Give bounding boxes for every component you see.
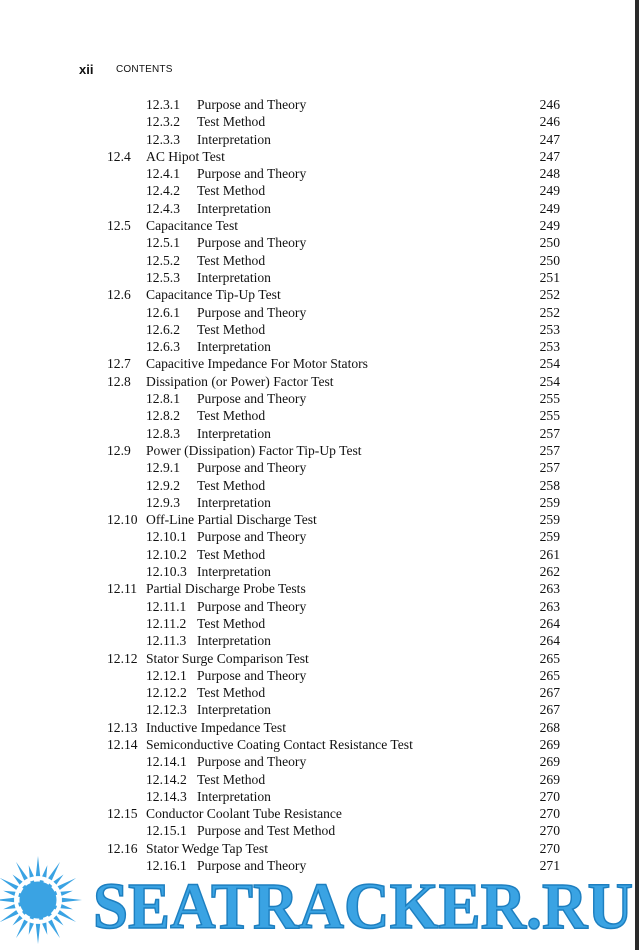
- toc-entry-title: Purpose and Theory: [197, 460, 307, 476]
- toc-entry-page: 249: [539, 218, 560, 234]
- toc-subsection-entry: [0, 753, 639, 770]
- toc-entry-title: Capacitance Test: [146, 218, 239, 234]
- toc-entry-title: Interpretation: [197, 788, 271, 804]
- sun-ray: [62, 898, 82, 902]
- toc-entry-number: 12.9: [107, 442, 131, 458]
- toc-subsection-entry: [0, 165, 639, 182]
- toc-entry-title: Purpose and Theory: [197, 667, 307, 683]
- sun-ray: [48, 920, 60, 939]
- toc-section-entry: [0, 286, 639, 303]
- toc-entry-page: 259: [539, 494, 560, 510]
- toc-entry-number: 12.12: [107, 650, 138, 666]
- toc-entry-number: 12.5.1: [146, 235, 180, 251]
- toc-entry-page: 265: [539, 650, 560, 666]
- toc-subsection-entry: [0, 252, 639, 269]
- toc-entry-title: Dissipation (or Power) Factor Test: [146, 373, 334, 389]
- toc-subsection-entry: [0, 477, 639, 494]
- sun-ray: [36, 924, 40, 944]
- toc-subsection-entry: [0, 563, 639, 580]
- toc-subsection-entry: [0, 269, 639, 286]
- sun-ray: [16, 920, 28, 939]
- toc-entry-number: 12.10.3: [146, 564, 187, 580]
- sun-ray: [61, 904, 73, 909]
- toc-entry-number: 12.6: [107, 287, 131, 303]
- toc-entry-page: 246: [539, 114, 560, 130]
- toc-entry-title: AC Hipot Test: [146, 148, 225, 164]
- toc-entry-page: 255: [539, 391, 560, 407]
- toc-entry-number: 12.10.1: [146, 529, 187, 545]
- toc-entry-page: 269: [539, 736, 560, 752]
- sun-ray: [36, 856, 40, 876]
- toc-entry-title: Test Method: [197, 477, 266, 493]
- toc-entry-page: 251: [539, 269, 560, 285]
- toc-entry-number: 12.16.1: [146, 858, 187, 874]
- toc-entry-number: 12.9.3: [146, 494, 180, 510]
- toc-entry-number: 12.4: [107, 148, 131, 164]
- toc-entry-number: 12.3.1: [146, 97, 180, 112]
- toc-entry-title: Purpose and Theory: [197, 166, 307, 182]
- toc-entry-page: 257: [539, 460, 560, 476]
- sun-ray: [29, 923, 34, 935]
- toc-entry-number: 12.3.3: [146, 131, 180, 147]
- toc-entry-title: Purpose and Theory: [197, 858, 307, 874]
- toc-entry-title: Purpose and Theory: [197, 391, 307, 407]
- toc-subsection-entry: [0, 131, 639, 148]
- toc-entry-page: 265: [539, 667, 560, 683]
- toc-entry-title: Purpose and Theory: [197, 97, 307, 112]
- toc-entry-page: 252: [539, 287, 560, 303]
- sun-ray: [58, 910, 77, 922]
- toc-entry-title: Purpose and Theory: [197, 529, 307, 545]
- sun-ray: [53, 915, 63, 925]
- toc-entry-number: 12.14: [107, 736, 138, 752]
- toc-entry-number: 12.3.2: [146, 114, 180, 130]
- toc-entry-number: 12.11.3: [146, 633, 187, 649]
- toc-entry-title: Interpretation: [197, 339, 271, 355]
- toc-entry-title: Test Method: [197, 183, 266, 199]
- toc-entry-page: 262: [539, 564, 560, 580]
- toc-entry-page: 259: [539, 529, 560, 545]
- toc-entry-page: 248: [539, 166, 560, 182]
- toc-subsection-entry: [0, 615, 639, 632]
- toc-entry-title: Capacitance Tip-Up Test: [146, 287, 281, 303]
- toc-entry-title: Purpose and Theory: [197, 304, 307, 320]
- toc-entry-page: 267: [539, 702, 560, 718]
- toc-entry-number: 12.8.3: [146, 425, 180, 441]
- toc-entry-page: 270: [539, 788, 560, 804]
- toc-subsection-entry: [0, 425, 639, 442]
- toc-entry-title: Capacitive Impedance For Motor Stators: [146, 356, 368, 372]
- toc-entry-page: 250: [539, 235, 560, 251]
- toc-entry-page: 270: [539, 823, 560, 839]
- toc-subsection-entry: [0, 234, 639, 251]
- toc-entry-page: 255: [539, 408, 560, 424]
- sun-ray: [13, 875, 23, 885]
- toc-entry-number: 12.4.1: [146, 166, 180, 182]
- toc-entry-title: Test Method: [197, 546, 266, 562]
- toc-entry-title: Test Method: [197, 252, 266, 268]
- toc-entry-title: Interpretation: [197, 425, 271, 441]
- toc-entry-number: 12.16: [107, 840, 138, 856]
- toc-entry-title: Test Method: [197, 615, 266, 631]
- toc-entry-page: 247: [539, 148, 560, 164]
- toc-entry-title: Power (Dissipation) Factor Tip-Up Test: [146, 442, 362, 458]
- running-head: CONTENTS: [116, 64, 173, 75]
- sun-ray: [48, 862, 60, 881]
- toc-entry-number: 12.5.2: [146, 252, 180, 268]
- sun-ray: [0, 898, 14, 902]
- toc-entry-page: 268: [539, 719, 560, 735]
- sun-ray: [0, 910, 18, 922]
- toc-entry-page: 253: [539, 321, 560, 337]
- toc-entry-page: 264: [539, 633, 560, 649]
- toc-subsection-entry: [0, 632, 639, 649]
- toc-entry-number: 12.5.3: [146, 269, 180, 285]
- toc-entry-title: Test Method: [197, 685, 266, 701]
- toc-entry-number: 12.13: [107, 719, 138, 735]
- toc-entry-title: Interpretation: [197, 200, 271, 216]
- toc-entry-number: 12.6.3: [146, 339, 180, 355]
- toc-entry-title: Semiconductive Coating Contact Resistance Test: [146, 736, 413, 752]
- toc-entry-page: 247: [539, 131, 560, 147]
- table-of-contents: [0, 96, 639, 874]
- toc-entry-title: Stator Surge Comparison Test: [146, 650, 309, 666]
- toc-section-entry: [0, 650, 639, 667]
- toc-subsection-entry: [0, 321, 639, 338]
- toc-entry-title: Stator Wedge Tap Test: [146, 840, 268, 856]
- watermark-text: SEATRACKER.RU: [93, 870, 633, 943]
- toc-entry-page: 269: [539, 754, 560, 770]
- page-number: xii: [79, 62, 94, 77]
- toc-entry-number: 12.11.1: [146, 598, 187, 614]
- toc-entry-number: 12.8.2: [146, 408, 180, 424]
- toc-entry-title: Conductor Coolant Tube Resistance: [146, 806, 342, 822]
- toc-entry-number: 12.15: [107, 806, 138, 822]
- toc-entry-page: 264: [539, 615, 560, 631]
- toc-entry-title: Test Method: [197, 321, 266, 337]
- toc-entry-number: 12.6.2: [146, 321, 180, 337]
- toc-entry-number: 12.14.2: [146, 771, 187, 787]
- toc-entry-title: Interpretation: [197, 494, 271, 510]
- toc-entry-title: Purpose and Test Method: [197, 823, 336, 839]
- toc-entry-page: 263: [539, 598, 560, 614]
- toc-entry-number: 12.9.2: [146, 477, 180, 493]
- toc-subsection-entry: [0, 182, 639, 199]
- toc-subsection-entry: [0, 407, 639, 424]
- toc-subsection-entry: [0, 822, 639, 839]
- toc-entry-page: 271: [539, 858, 560, 874]
- toc-subsection-entry: [0, 598, 639, 615]
- toc-entry-page: 257: [539, 425, 560, 441]
- toc-entry-page: 249: [539, 200, 560, 216]
- toc-subsection-entry: [0, 684, 639, 701]
- toc-subsection-entry: [0, 459, 639, 476]
- sun-ray: [61, 891, 73, 896]
- toc-entry-number: 12.11.2: [146, 615, 187, 631]
- sun-ray: [3, 891, 15, 896]
- toc-entry-page: 263: [539, 581, 560, 597]
- toc-section-entry: [0, 355, 639, 372]
- toc-entry-page: 270: [539, 806, 560, 822]
- toc-entry-page: 250: [539, 252, 560, 268]
- toc-entry-title: Test Method: [197, 114, 266, 130]
- toc-entry-number: 12.11: [107, 581, 138, 597]
- toc-entry-title: Test Method: [197, 771, 266, 787]
- toc-entry-title: Purpose and Theory: [197, 754, 307, 770]
- sun-ray: [53, 875, 63, 885]
- sun-ray: [42, 923, 47, 935]
- toc-subsection-entry: [0, 338, 639, 355]
- toc-entry-number: 12.9.1: [146, 460, 180, 476]
- toc-subsection-entry: [0, 494, 639, 511]
- toc-entry-number: 12.5: [107, 218, 131, 234]
- toc-entry-page: 269: [539, 771, 560, 787]
- toc-entry-page: 267: [539, 685, 560, 701]
- toc-entry-page: 254: [539, 356, 560, 372]
- toc-entry-number: 12.7: [107, 356, 131, 372]
- toc-entry-page: 252: [539, 304, 560, 320]
- toc-subsection-entry: [0, 304, 639, 321]
- toc-entry-number: 12.8.1: [146, 391, 180, 407]
- toc-section-entry: [0, 442, 639, 459]
- watermark: [0, 848, 639, 950]
- toc-subsection-entry: [0, 701, 639, 718]
- toc-subsection-entry: [0, 113, 639, 130]
- toc-section-entry: [0, 217, 639, 234]
- toc-entry-number: 12.10.2: [146, 546, 187, 562]
- toc-entry-number: 12.14.1: [146, 754, 187, 770]
- toc-subsection-entry: [0, 788, 639, 805]
- toc-entry-number: 12.8: [107, 373, 131, 389]
- sun-logo-icon: [0, 856, 82, 944]
- toc-entry-title: Interpretation: [197, 564, 271, 580]
- toc-entry-number: 12.12.1: [146, 667, 187, 683]
- toc-entry-page: 270: [539, 840, 560, 856]
- toc-entry-page: 258: [539, 477, 560, 493]
- toc-entry-title: Test Method: [197, 408, 266, 424]
- toc-subsection-entry: [0, 96, 639, 113]
- toc-entry-title: Purpose and Theory: [197, 598, 307, 614]
- toc-section-entry: [0, 580, 639, 597]
- toc-subsection-entry: [0, 390, 639, 407]
- toc-section-entry: [0, 373, 639, 390]
- toc-entry-number: 12.4.2: [146, 183, 180, 199]
- toc-entry-number: 12.10: [107, 512, 138, 528]
- toc-entry-page: 246: [539, 97, 560, 112]
- toc-entry-page: 257: [539, 442, 560, 458]
- toc-section-entry: [0, 736, 639, 753]
- toc-entry-title: Interpretation: [197, 702, 271, 718]
- toc-entry-number: 12.12.2: [146, 685, 187, 701]
- toc-section-entry: [0, 805, 639, 822]
- toc-entry-page: 249: [539, 183, 560, 199]
- toc-entry-number: 12.15.1: [146, 823, 187, 839]
- toc-subsection-entry: [0, 200, 639, 217]
- toc-entry-number: 12.12.3: [146, 702, 187, 718]
- toc-entry-title: Interpretation: [197, 633, 271, 649]
- toc-entry-title: Inductive Impedance Test: [146, 719, 286, 735]
- sun-ray: [13, 915, 23, 925]
- toc-section-entry: [0, 148, 639, 165]
- toc-entry-page: 254: [539, 373, 560, 389]
- sun-ray: [3, 904, 15, 909]
- sun-ray: [58, 878, 77, 890]
- sun-ray: [29, 865, 34, 877]
- toc-subsection-entry: [0, 771, 639, 788]
- toc-entry-number: 12.6.1: [146, 304, 180, 320]
- sun-ray: [0, 878, 18, 890]
- toc-subsection-entry: [0, 546, 639, 563]
- toc-entry-title: Partial Discharge Probe Tests: [146, 581, 306, 597]
- toc-entry-page: 259: [539, 512, 560, 528]
- sun-ray: [16, 862, 28, 881]
- toc-entry-number: 12.4.3: [146, 200, 180, 216]
- toc-section-entry: [0, 719, 639, 736]
- toc-entry-title: Off-Line Partial Discharge Test: [146, 512, 317, 528]
- toc-entry-title: Interpretation: [197, 131, 271, 147]
- toc-section-entry: [0, 511, 639, 528]
- toc-subsection-entry: [0, 667, 639, 684]
- sun-ray: [42, 865, 47, 877]
- toc-entry-page: 253: [539, 339, 560, 355]
- toc-entry-page: 261: [539, 546, 560, 562]
- toc-entry-title: Purpose and Theory: [197, 235, 307, 251]
- toc-entry-title: Interpretation: [197, 269, 271, 285]
- toc-entry-number: 12.14.3: [146, 788, 187, 804]
- toc-subsection-entry: [0, 528, 639, 545]
